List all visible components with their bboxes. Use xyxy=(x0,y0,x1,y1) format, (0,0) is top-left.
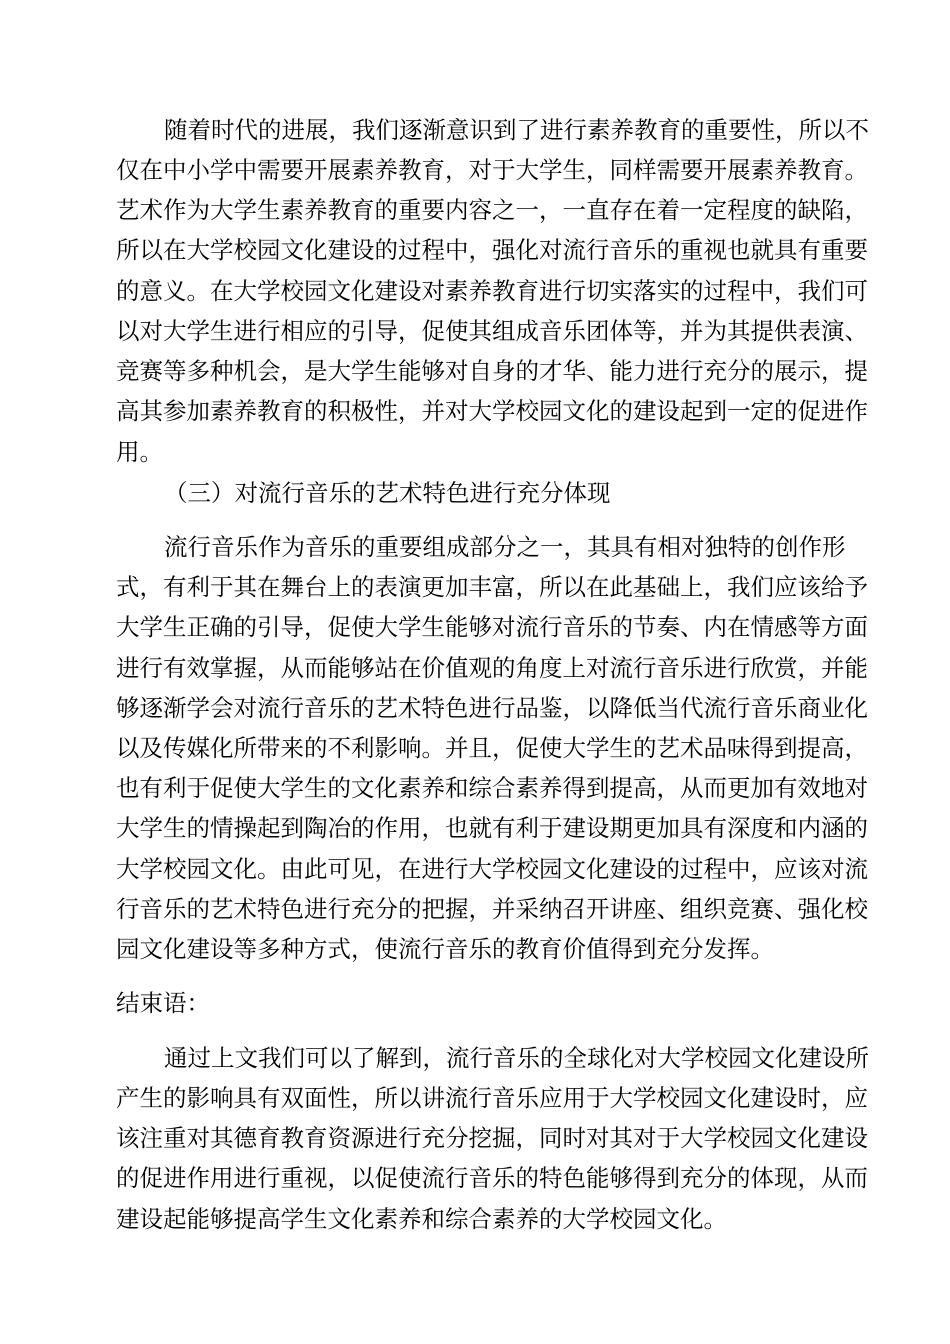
paragraph-line: 行音乐的艺术特色进行充分的把握，并采纳召开讲座、组织竞赛、强化校 xyxy=(116,895,868,923)
paragraph-line: 够逐渐学会对流行音乐的艺术特色进行品鉴，以降低当代流行音乐商业化 xyxy=(116,694,868,722)
paragraph-line: 竞赛等多种机会，是大学生能够对自身的才华、能力进行充分的展示，提 xyxy=(116,357,868,385)
paragraph-line: 艺术作为大学生素养教育的重要内容之一，一直存在着一定程度的缺陷， xyxy=(116,196,868,224)
paragraph-line: 大学校园文化。由此可见，在进行大学校园文化建设的过程中，应该对流 xyxy=(116,855,868,883)
paragraph-line: 所以在大学校园文化建设的过程中，强化对流行音乐的重视也就具有重要 xyxy=(116,236,868,264)
paragraph-line: 也有利于促使大学生的文化素养和综合素养得到提高，从而更加有效地对 xyxy=(116,774,868,802)
closing-label: 结束语： xyxy=(116,989,210,1017)
paragraph-line: 式，有利于其在舞台上的表演更加丰富，所以在此基础上，我们应该给予 xyxy=(116,573,868,601)
paragraph-line: 进行有效掌握，从而能够站在价值观的角度上对流行音乐进行欣赏，并能 xyxy=(116,654,868,682)
paragraph-line: 以及传媒化所带来的不利影响。并且，促使大学生的艺术品味得到提高， xyxy=(116,734,868,762)
paragraph-line: 仅在中小学中需要开展素养教育，对于大学生，同样需要开展素养教育。 xyxy=(116,156,868,184)
paragraph-line: 的促进作用进行重视，以促使流行音乐的特色能够得到充分的体现，从而 xyxy=(116,1164,868,1192)
section-heading: （三）对流行音乐的艺术特色进行充分体现 xyxy=(164,479,611,507)
paragraph-line: 随着时代的进展，我们逐渐意识到了进行素养教育的重要性，所以不 xyxy=(164,116,869,144)
paragraph-line: 大学生正确的引导，促使大学生能够对流行音乐的节奏、内在情感等方面 xyxy=(116,613,868,641)
paragraph-line: 园文化建设等多种方式，使流行音乐的教育价值得到充分发挥。 xyxy=(116,935,774,963)
paragraph-line: 该注重对其德育教育资源进行充分挖掘，同时对其对于大学校园文化建设 xyxy=(116,1124,868,1152)
paragraph-line: 流行音乐作为音乐的重要组成部分之一，其具有相对独特的创作形 xyxy=(164,533,846,561)
paragraph-line: 的意义。在大学校园文化建设对素养教育进行切实落实的过程中，我们可 xyxy=(116,277,868,305)
paragraph-line: 以对大学生进行相应的引导，促使其组成音乐团体等，并为其提供表演、 xyxy=(116,317,868,345)
paragraph-line: 用。 xyxy=(116,438,163,466)
paragraph-line: 产生的影响具有双面性，所以讲流行音乐应用于大学校园文化建设时，应 xyxy=(116,1084,868,1112)
paragraph-line: 大学生的情操起到陶冶的作用，也就有利于建设期更加具有深度和内涵的 xyxy=(116,814,868,842)
paragraph-line: 通过上文我们可以了解到，流行音乐的全球化对大学校园文化建设所 xyxy=(164,1044,869,1072)
paragraph-line: 高其参加素养教育的积极性，并对大学校园文化的建设起到一定的促进作 xyxy=(116,397,868,425)
paragraph-line: 建设起能够提高学生文化素养和综合素养的大学校园文化。 xyxy=(116,1205,727,1233)
